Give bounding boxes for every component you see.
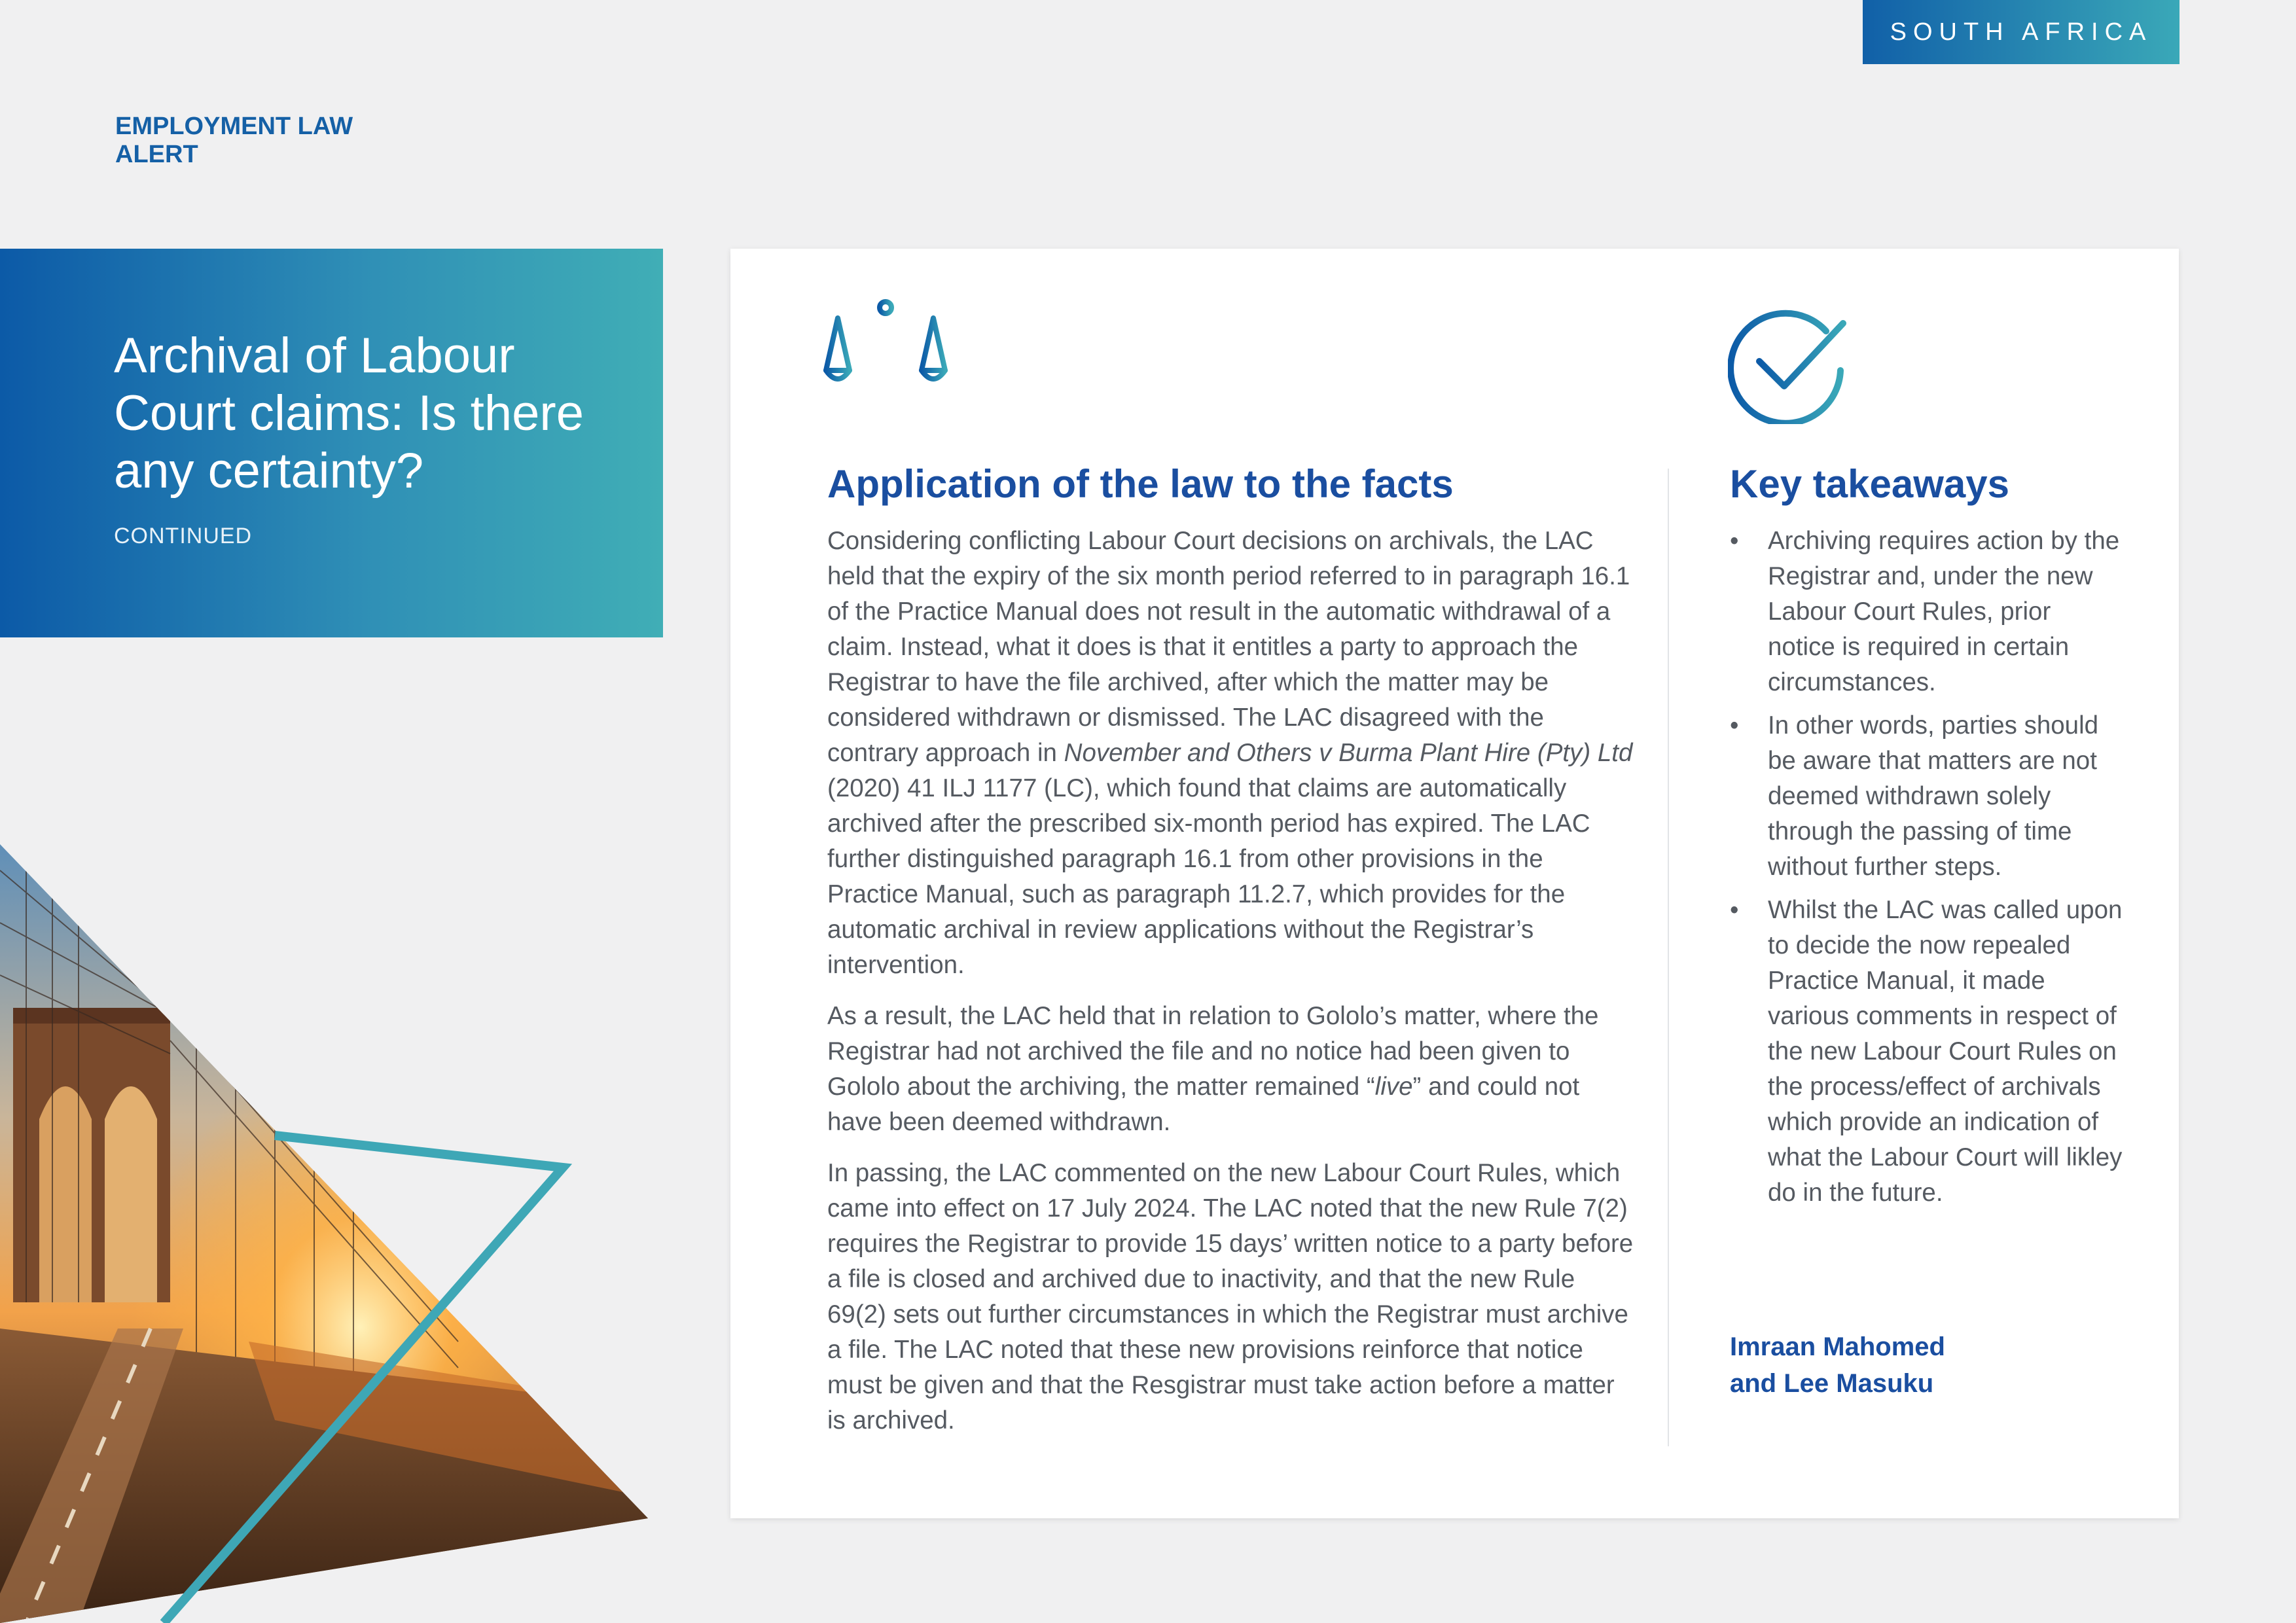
bridge-photo — [0, 844, 655, 1623]
continued-label: CONTINUED — [114, 524, 253, 548]
paragraph-3: In passing, the LAC commented on the new Labour Court Rules, which came into effect on 17 July 2024. The LAC noted that the new Rule 7(2) requires the Registrar to provide 15 days’ written notice to a party before a file is closed and archived due to inactivity, and that the new Rule 69(2) sets out further circumstances in which the Registrar must archive a file. The LAC noted that these new provisions reinforce that notice must be given and that the Resgistrar must take action before a matter is archived. — [827, 1159, 1634, 1435]
authors — [1730, 1329, 2123, 1402]
live-word: live — [1374, 1073, 1413, 1101]
bullet: • — [1730, 527, 1739, 555]
country-tab — [1863, 0, 2179, 64]
list-item — [1730, 893, 2123, 1211]
paragraph-2-part1: As a result, the LAC held that in relation to Gololo’s matter, where the Registrar had not archived the file and no notice had been given to Gololo about the archiving, the matter remained “ — [827, 1002, 1599, 1101]
case-name: November and Others v Burma Plant Hire (Pty) Ltd — [1064, 739, 1633, 767]
scales-of-justice-icon — [823, 298, 948, 420]
section-heading-application: Application of the law to the facts — [827, 462, 1454, 506]
country-label: SOUTH AFRICA — [1890, 18, 2153, 46]
column-divider — [1668, 469, 1669, 1446]
takeaways-list — [1730, 524, 2123, 1219]
bullet: • — [1730, 711, 1739, 740]
publication-label-line2: ALERT — [115, 141, 198, 168]
authors-line1: Imraan Mahomed — [1730, 1332, 1945, 1361]
takeaway-text: In other words, parties should be aware that matters are not deemed withdrawn solely through the passing of time without further steps. — [1768, 711, 2099, 881]
paragraph-1 — [827, 524, 1639, 983]
check-circle-icon — [1728, 306, 1850, 424]
authors-line2: and Lee Masuku — [1730, 1369, 1934, 1398]
paragraph-1-part1: Considering conflicting Labour Court decisions on archivals, the LAC held that the expiry of the six month period referred to in paragraph 16.1 of the Practice Manual does not result in the automatic withdrawal of a claim. Instead, what it does is that it entitles a party to approach the Registrar to have the file archived, after which the matter may be considered withdrawn or dismissed. The LAC disagreed with the contrary approach in — [827, 527, 1630, 767]
paragraph-1-part2: (2020) 41 ILJ 1177 (LC), which found that claims are automatically archived after the prescribed six-month period has expired. The LAC further distinguished paragraph 16.1 from other provisions in the Practice Manual, such as paragraph 11.2.7, which provides for the automatic archival in review applications without the Registrar’s intervention. — [827, 774, 1590, 979]
publication-label — [115, 113, 403, 169]
paragraph-2-part2: ” and could not have been deemed withdrawn. — [827, 1073, 1580, 1136]
publication-label-line1: EMPLOYMENT LAW — [115, 113, 353, 140]
takeaway-text: Archiving requires action by the Registrar and, under the new Labour Court Rules, prior notice is required in certain circumstances. — [1768, 527, 2120, 696]
bullet: • — [1730, 896, 1739, 924]
article-title: Archival of Labour Court claims: Is there any certainty? — [114, 328, 584, 499]
takeaway-text: Whilst the LAC was called upon to decide the now repealed Practice Manual, it made various comments in respect of the new Labour Court Rules on the process/effect of archivals which provide an indication of what the Labour Court will likley do in the future. — [1768, 896, 2123, 1207]
paragraph-2 — [827, 999, 1639, 1140]
section-heading-key-takeaways: Key takeaways — [1730, 462, 2009, 506]
list-item — [1730, 524, 2123, 700]
title-panel — [0, 249, 663, 637]
list-item — [1730, 708, 2123, 885]
left-column-body — [827, 524, 1639, 1454]
